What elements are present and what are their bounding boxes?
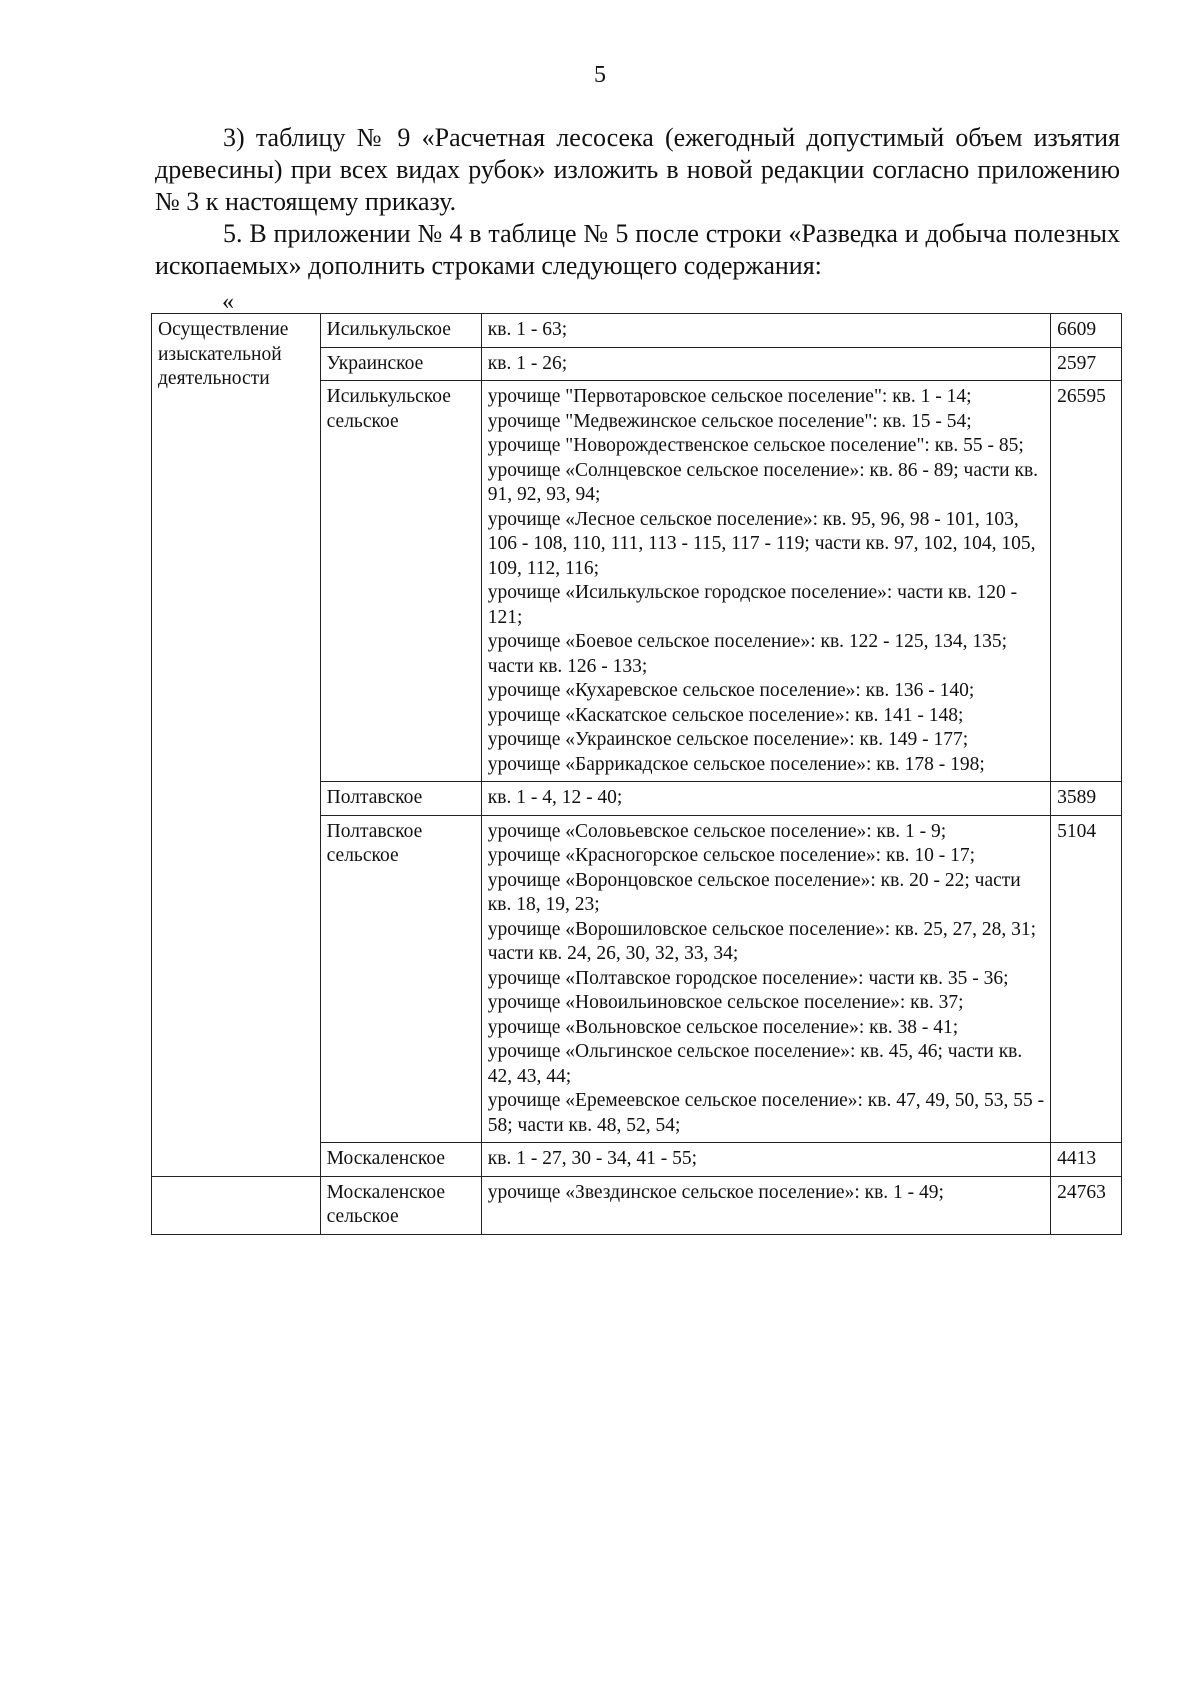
quarters-cell (481, 1176, 1050, 1234)
quarter-entry: урочище «Лесное сельское поселение»: кв. 95, 96, 98 - 101, 103, 106 - 108, 110, 111, 113 - 115, 117 - 119; части кв. 97, 102, 104, 105, 109, 112, 116; (487, 508, 1036, 579)
area-cell (1051, 347, 1122, 381)
forestry-cell (320, 1143, 481, 1177)
forestry-cell (320, 381, 481, 782)
paragraph-item-3: 3) таблицу № 9 «Расчетная лесосека (ежегодный допустимый объем изъятия древесины) при всех видах рубок» изложить в новой редакции согласно приложению № 3 к настоящему приказу. (155, 123, 1120, 216)
forestry-name: Полтавское (326, 787, 423, 808)
quarter-entry: урочище «Солнцевское сельское поселение»: кв. 86 - 89; части кв. 91, 92, 93, 94; (487, 459, 1039, 505)
activity-cell (152, 314, 321, 1177)
quarter-entry: урочище «Боевое сельское поселение»: кв. 122 - 125, 134, 135; части кв. 126 - 133; (487, 631, 1008, 677)
forestry-name: Москаленское сельское (326, 1181, 445, 1227)
quarter-entry: урочище "Первотаровское сельское поселение": кв. 1 - 14; (487, 386, 972, 407)
area-value: 3589 (1057, 787, 1097, 808)
opening-quote-mark: « (222, 289, 234, 315)
quarters-cell (481, 782, 1050, 816)
paragraph-item-5: 5. В приложении № 4 в таблице № 5 после строки «Разведка и добыча полезных ископаемых» дополнить строками следующего содержания: (155, 219, 1120, 280)
activity-name: Осуществление изыскательной деятельности (158, 319, 289, 389)
quarter-entry: урочище «Вольновское сельское поселение»: кв. 38 - 41; (487, 1016, 959, 1038)
table-row (152, 314, 1122, 348)
area-cell (1051, 815, 1122, 1143)
quarter-entry: кв. 1 - 63; (487, 319, 568, 340)
area-cell (1051, 314, 1122, 348)
area-value: 5104 (1057, 820, 1097, 842)
area-value: 6609 (1057, 319, 1097, 340)
quarters-cell (481, 347, 1050, 381)
activity-cell-empty (152, 1176, 321, 1234)
forestry-name: Украинское (326, 352, 424, 374)
quarters-cell (481, 381, 1050, 782)
quarter-entry: урочище «Кухаревское сельское поселение»: кв. 136 - 140; (487, 680, 975, 701)
quarter-entry: кв. 1 - 26; (487, 352, 568, 374)
quarter-entry: урочище «Ворошиловское сельское поселение»: кв. 25, 27, 28, 31; части кв. 24, 26, 30, 32, 33, 34; (487, 918, 1037, 964)
page-number: 5 (594, 62, 606, 88)
quarter-entry: урочище «Полтавское городское поселение»: части кв. 35 - 36; (487, 967, 1009, 989)
quarter-entry: урочище «Баррикадское сельское поселение»: кв. 178 - 198; (487, 753, 985, 775)
forestry-name: Полтавское сельское (326, 820, 423, 866)
table-row (152, 1176, 1122, 1234)
forestry-name: Исилькульское сельское (326, 386, 451, 432)
quarter-entry: урочище «Еремеевское сельское поселение»: кв. 47, 49, 50, 53, 55 - 58; части кв. 48, 52, 54; (487, 1090, 1045, 1136)
area-value: 4413 (1057, 1148, 1097, 1169)
area-value: 24763 (1057, 1181, 1106, 1203)
forestry-cell (320, 347, 481, 381)
quarter-entry: урочище «Новоильиновское сельское поселение»: кв. 37; (487, 992, 964, 1013)
quarter-entry: урочище «Исилькульское городское поселение»: части кв. 120 - 121; (487, 582, 1018, 628)
area-cell (1051, 782, 1122, 816)
area-cell (1051, 1176, 1122, 1234)
forestry-cell (320, 815, 481, 1143)
area-cell (1051, 381, 1122, 782)
quarters-cell (481, 1143, 1050, 1177)
area-value: 26595 (1057, 386, 1106, 407)
forestry-name: Исилькульское (326, 319, 451, 340)
quarter-entry: урочище «Украинское сельское поселение»: кв. 149 - 177; (487, 729, 969, 750)
area-cell (1051, 1143, 1122, 1177)
quarters-cell (481, 815, 1050, 1143)
quarter-entry: урочище «Красногорское сельское поселение»: кв. 10 - 17; (487, 845, 976, 866)
forestry-cell (320, 782, 481, 816)
quarters-cell (481, 314, 1050, 348)
quarter-entry: урочище "Медвежинское сельское поселение": кв. 15 - 54; (487, 410, 972, 432)
forestry-cell (320, 1176, 481, 1234)
forestry-name: Москаленское (326, 1148, 445, 1169)
area-value: 2597 (1057, 352, 1097, 374)
quarter-entry: урочище «Ольгинское сельское поселение»: кв. 45, 46; части кв. 42, 43, 44; (487, 1041, 1023, 1087)
forestry-cell (320, 314, 481, 348)
quarter-entry: урочище «Звездинское сельское поселение»: кв. 1 - 49; (487, 1181, 944, 1203)
forestry-table (151, 313, 1122, 1235)
quarter-entry: кв. 1 - 4, 12 - 40; (487, 787, 623, 808)
quarter-entry: урочище «Воронцовское сельское поселение»: кв. 20 - 22; части кв. 18, 19, 23; (487, 869, 1021, 915)
quarter-entry: кв. 1 - 27, 30 - 34, 41 - 55; (487, 1148, 698, 1169)
quarter-entry: урочище «Соловьевское сельское поселение»: кв. 1 - 9; (487, 820, 947, 842)
quarter-entry: урочище «Каскатское сельское поселение»: кв. 141 - 148; (487, 704, 964, 726)
quarter-entry: урочище "Новорождественское сельское поселение": кв. 55 - 85; (487, 435, 1024, 456)
